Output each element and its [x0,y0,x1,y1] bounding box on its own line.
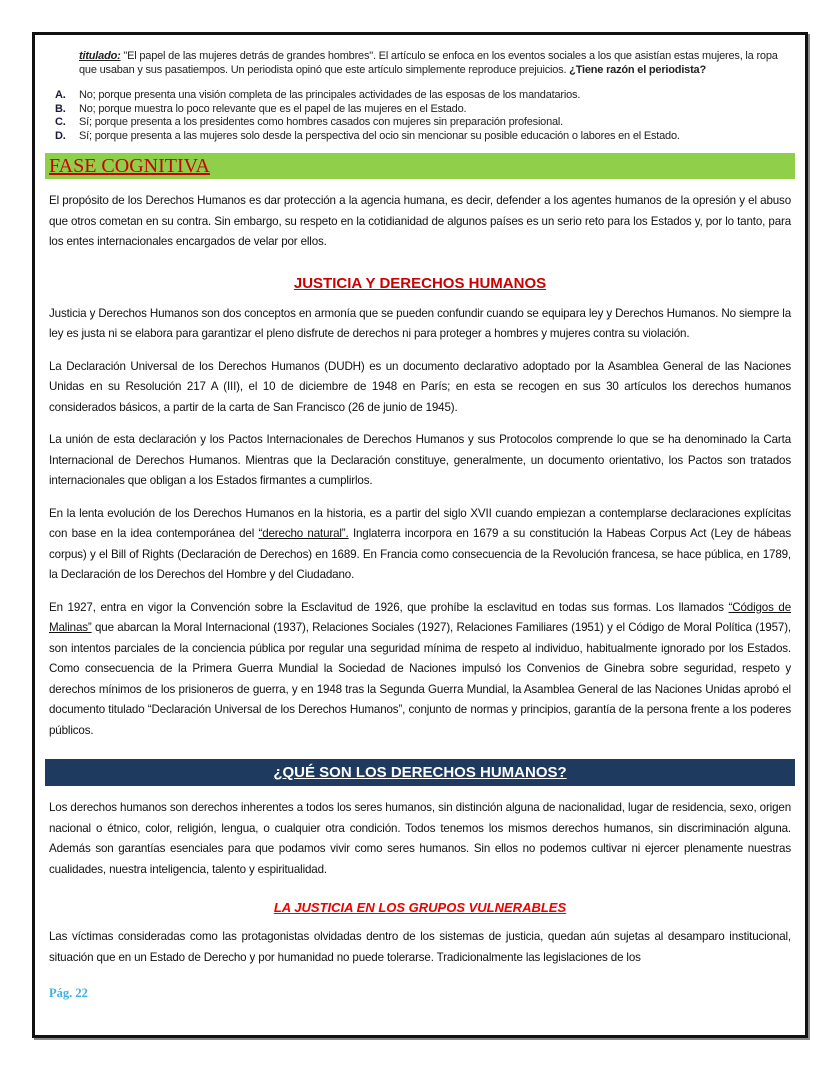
option-text: Sí; porque presenta a los presidentes como hombres casados con mujeres sin preparación profesional. [79,116,564,128]
option-text: No; porque presenta una visión completa de las principales actividades de las esposas de los mandatarios. [79,89,581,101]
question-lead: titulado: [79,50,121,62]
section-heading-grupos-vulnerables: LA JUSTICIA EN LOS GRUPOS VULNERABLES [273,900,567,915]
paragraph [49,598,791,742]
option-text: No; porque muestra lo poco relevante que es el papel de las mujeres en el Estado. [79,102,467,115]
codigos-malinas-term: “Códigos de Malinas” [49,600,791,634]
fase-title: FASE COGNITIVA [49,155,210,177]
question-text [79,49,791,77]
paragraph: Justicia y Derechos Humanos son dos conceptos en armonía que se pueden confundir cuando se equipara ley y Derechos Humanos. No siempre la ley es justa ni se elabora para garantizar el pleno disfrute de derechos ni para proteger a hombres y mujeres contra su violación. [49,306,791,340]
text: En la lenta evolución de los Derechos Humanos en la historia, es a partir del siglo XVII cuando empiezan a contemplarse declaraciones explícitas con base en la idea contemporánea del [49,506,791,540]
fase-banner [45,153,795,179]
que-son-banner [45,759,795,786]
option-letter: B. [55,102,66,115]
intro-paragraph: El propósito de los Derechos Humanos es dar protección a la agencia humana, es decir, defender a los agentes humanos de la opresión y el abuso que otros cometan en su contra. Sin embargo, su respeto en la cotidianidad de algunos países es un serio reto para los Estados y, por lo tanto, para los entes internacionales encargados de velar por ellos. [49,194,791,248]
option-text: Sí; porque presenta a las mujeres solo desde la perspectiva del ocio sin mencionar su posible educación o labores en el Estado. [79,129,680,142]
question-prompt: ¿Tiene razón el periodista? [569,64,706,76]
option-letter: C. [55,116,66,128]
option-c[interactable] [55,116,791,130]
answer-options [55,89,791,143]
page-content [49,35,791,1001]
text: Inglaterra incorpora en 1679 a su constitución la Habeas Corpus Act (Ley de hábeas corpus) y el Bill of Rights (Declaración de Derechos) en 1689. En Francia como consecuencia de la Revolución francesa, se hace pública, en 1789, la Declaración de los Derechos del Hombre y del Ciudadano. [49,527,791,581]
section-heading-justicia: JUSTICIA Y DERECHOS HUMANOS [293,274,547,292]
option-letter: A. [55,89,66,101]
paragraph [49,504,791,586]
paragraph: La unión de esta declaración y los Pactos Internacionales de Derechos Humanos y sus Protocolos comprende lo que se ha denominado la Carta Internacional de Derechos Humanos. Mientras que la Declaración constituye, generalmente, un documento orientativo, los Pactos son tratados internacionales que obligan a los Estados firmantes a cumplirlos. [49,433,791,487]
option-b[interactable] [55,103,791,117]
option-d[interactable] [55,130,791,144]
paragraph: Las víctimas consideradas como las protagonistas olvidadas dentro de los sistemas de justicia, quedan aún sujetas al desamparo institucional, situación que en un Estado de Derecho y por humanidad no puede tolerarse. Tradicionalmente las legislaciones de los [49,930,791,964]
paragraph: Los derechos humanos son derechos inherentes a todos los seres humanos, sin distinción alguna de nacionalidad, lugar de residencia, sexo, origen nacional o étnico, color, religión, lengua, o cualquier otra condición. Todos tenemos los mismos derechos humanos, sin discriminación alguna. Además son garantías esenciales para que podamos vivir como seres humanos. Sin ellos no podemos cultivar ni ejercer plenamente nuestras cualidades, nuestra inteligencia, talento y espiritualidad. [49,801,791,876]
page-number: Pág. 22 [49,986,88,1000]
section-heading-que-son: ¿QUÉ SON LOS DERECHOS HUMANOS? [273,764,567,781]
derecho-natural-term: “derecho natural”. [258,527,349,540]
page-frame [32,32,808,1038]
question-body: "El papel de las mujeres detrás de grandes hombres". El artículo se enfoca en los eventos sociales a los que asistían estas mujeres, la ropa que usaban y sus pasatiempos. Un periodista opinó que este artículo simplemente reproduce prejuicios. [79,50,778,76]
text: que abarcan la Moral Internacional (1937), Relaciones Sociales (1927), Relaciones Familiares (1951) y el Código de Moral Política (1957), son intentos parciales de la conciencia pública por regular una seguridad mínima de respeto al individuo, habitualmente ignorado por los Estados. Como consecuencia de la Primera Guerra Mundial la Sociedad de Naciones impulsó los Convenios de Ginebra sobre seguridad, respeto y derechos mínimos de los prisioneros de guerra, y en 1948 tras la Segunda Guerra Mundial, la Asamblea General de las Naciones Unidas aprobó el documento titulado “Declaración Universal de los Derechos Humanos”, conjunto de normas y principios, garantía de la persona frente a los poderes públicos. [49,621,791,737]
paragraph: La Declaración Universal de los Derechos Humanos (DUDH) es un documento declarativo adoptado por la Asamblea General de las Naciones Unidas en su Resolución 217 A (III), el 10 de diciembre de 1948 en París; en esta se recogen en sus 30 artículos los derechos humanos considerados básicos, a partir de la carta de San Francisco (26 de junio de 1945). [49,359,791,414]
option-letter: D. [55,129,66,142]
text: En 1927, entra en vigor la Convención sobre la Esclavitud de 1926, que prohíbe la esclavitud en todas sus formas. Los llamados [49,600,729,614]
option-a[interactable] [55,89,791,103]
